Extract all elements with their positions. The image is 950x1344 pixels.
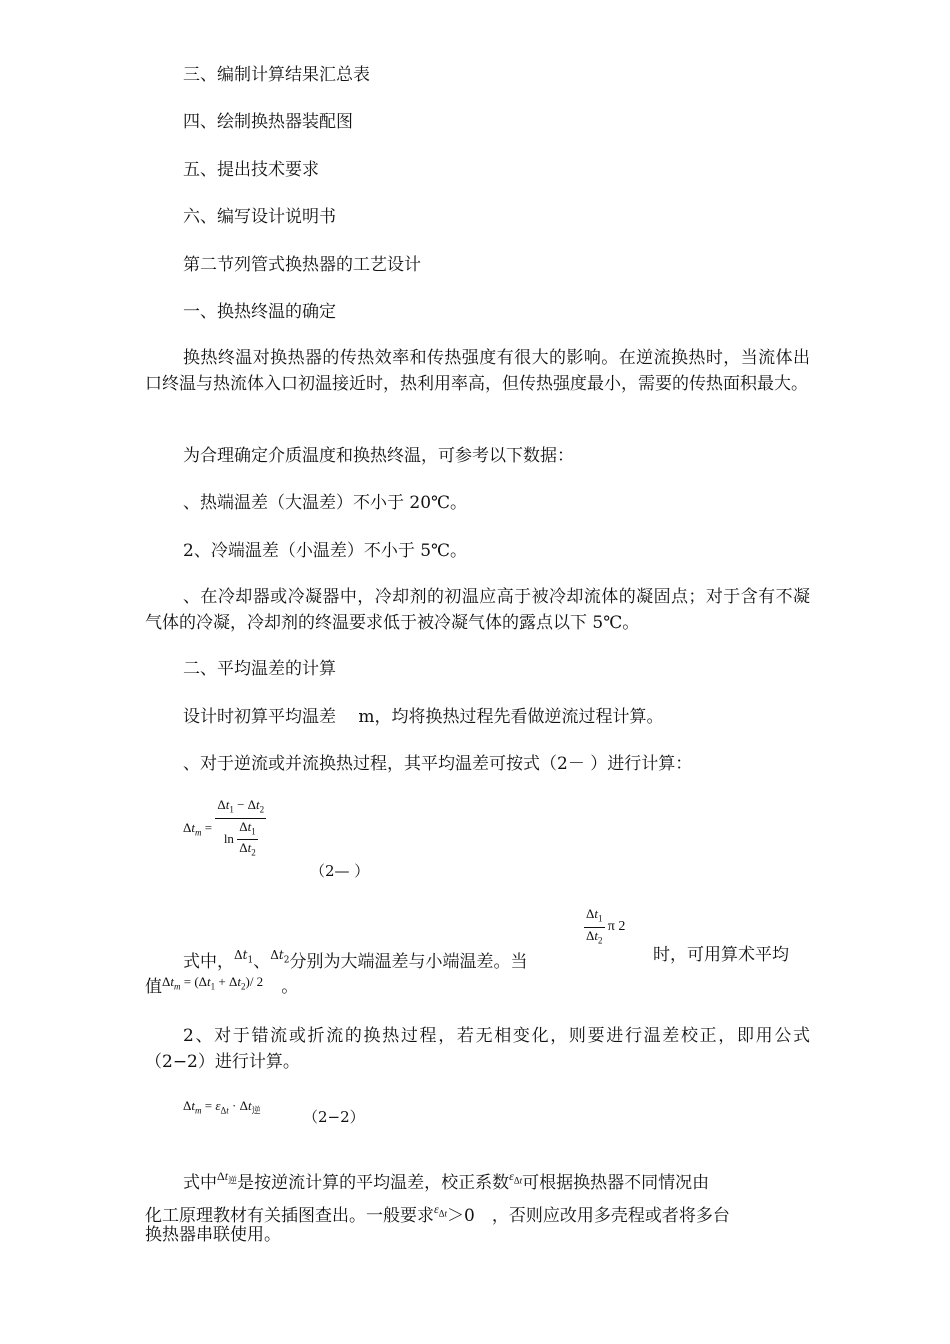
paragraph-final-temp-text: 换热终温对换热器的传热效率和传热强度有很大的影响。在逆流换热时，当流体出口终温与热流体入口初温接近时，热利用率高，但传热强度最小，需要的传热面积最大。 <box>145 348 810 394</box>
subsection-final-temp: 一、换热终温的确定 <box>183 302 336 322</box>
where-desc: 分别为大端温差与小端温差。当 <box>289 952 528 972</box>
epsilon-symbol-2: εΔt <box>434 1202 448 1219</box>
arith-mean-formula: Δtm = (Δt1 + Δt2)/ 2 <box>162 974 264 992</box>
textbook-prefix: 化工原理教材有关插图查出。一般要求 <box>145 1206 434 1226</box>
text-value-line <box>145 969 298 1000</box>
paragraph-coolant-text: 、在冷却器或冷凝器中，冷却剂的初温应高于被冷却流体的凝固点；对于含有不凝气体的冷凝，冷却剂的终温要求低于被冷凝气体的露点以下 5℃。 <box>145 587 810 633</box>
text-counterflow: 、对于逆流或并流换热过程，其平均温差可按式（2－ ）进行计算： <box>183 754 693 774</box>
heading-design-manual: 六、编写设计说明书 <box>183 207 336 227</box>
text-reference-intro: 为合理确定介质温度和换热终温，可参考以下数据： <box>183 446 574 466</box>
paragraph-coolant <box>145 584 810 636</box>
epsilon-symbol: εΔt <box>509 1169 523 1186</box>
where-prefix: 式中， <box>183 952 234 972</box>
where-sep: 、 <box>253 952 271 972</box>
heading-tech-requirements: 五、提出技术要求 <box>183 160 319 180</box>
paragraph-crossflow-text: 2、对于错流或折流的换热过程，若无相变化，则要进行温差校正，即用公式（2−2）进行计算。 <box>145 1026 810 1072</box>
value-suffix: 。 <box>281 977 299 997</box>
delta-t2-symbol: Δt2 <box>270 948 290 966</box>
equation-corrected: $\Delta t_m = \varepsilon_{\Delta t} \cdot \Delta t_逆$ <box>183 1098 261 1116</box>
delta-t-counter-symbol: Δt逆 <box>217 1169 238 1186</box>
equation-lmtd: $\Delta t_m$ = $\Delta t_1 - \Delta t_2$ ln $\frac{\Delta t_1}{\Delta t_2}$ <box>183 797 265 858</box>
paragraph-crossflow <box>145 1023 810 1075</box>
list-item-hot-end: 、热端温差（大温差）不小于 20℃。 <box>183 493 468 513</box>
paragraph-final-temp <box>145 345 810 397</box>
heading-summary-table: 三、编制计算结果汇总表 <box>183 65 370 85</box>
subsection-mean-temp: 二、平均温差的计算 <box>183 659 336 679</box>
value-prefix: 值 <box>145 977 162 997</box>
heading-assembly-drawing: 四、绘制换热器装配图 <box>183 112 353 132</box>
equation-label-1: （2— ） <box>310 862 370 880</box>
text-where-2 <box>183 1163 709 1196</box>
equation-label-2: （2−2） <box>303 1108 365 1126</box>
text-arith-mean: 时，可用算术平均 <box>653 945 789 965</box>
ratio-condition: $\frac{\Delta t_1}{\Delta t_2}$ π 2 <box>586 906 626 946</box>
delta-t1-symbol: Δt1 <box>234 948 254 966</box>
where2-suffix: 可根据换热器不同情况由 <box>522 1173 710 1193</box>
text-series-use: 换热器串联使用。 <box>145 1225 281 1245</box>
list-item-cold-end: 2、冷端温差（小温差）不小于 5℃。 <box>183 541 468 561</box>
section-title: 第二节列管式换热器的工艺设计 <box>183 255 421 275</box>
text-design-initial: 设计时初算平均温差 m，均将换热过程先看做逆流过程计算。 <box>183 707 664 727</box>
where2-desc: 是按逆流计算的平均温差，校正系数 <box>237 1173 510 1193</box>
textbook-suffix: ＞0 ，否则应改用多壳程或者将多台 <box>447 1206 730 1226</box>
where2-prefix: 式中 <box>183 1173 217 1193</box>
